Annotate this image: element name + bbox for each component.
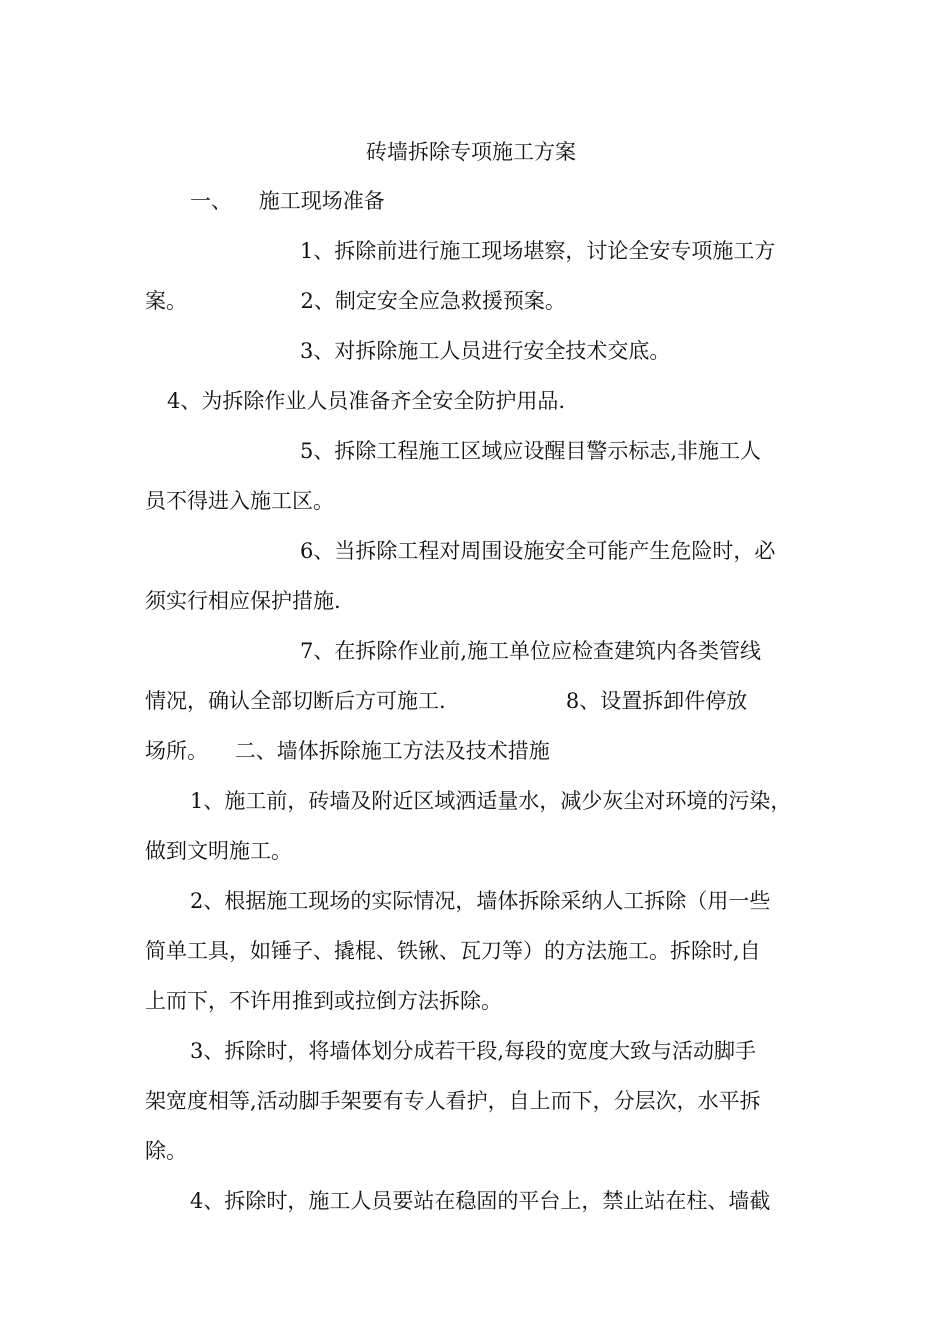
text-line: 上而下，不许用推到或拉倒方法拆除。: [145, 989, 502, 1013]
text-line: 5、拆除工程施工区域应设醒目警示标志,非施工人: [300, 439, 762, 463]
text-line: 简单工具，如锤子、撬棍、铁锹、瓦刀等）的方法施工。拆除时,自: [145, 939, 761, 963]
text-line: 3、对拆除施工人员进行安全技术交底。: [300, 339, 671, 363]
text-line: 4、为拆除作业人员准备齐全安全防护用品.: [167, 389, 566, 413]
section-heading: 场所。 二、墙体拆除施工方法及技术措施: [145, 739, 550, 763]
text-line: 7、在拆除作业前,施工单位应检查建筑内各类管线: [300, 639, 762, 663]
text-line: 须实行相应保护措施.: [145, 589, 341, 613]
text-line: 2、根据施工现场的实际情况，墙体拆除采纳人工拆除（用一些: [190, 889, 771, 913]
text-line: 案。 2、制定安全应急救援预案。: [145, 289, 566, 313]
text-line: 除。: [145, 1139, 187, 1163]
text-line: 6、当拆除工程对周围设施安全可能产生危险时，必: [300, 539, 776, 563]
section-heading: 一、 施工现场准备: [190, 189, 385, 213]
text-line: 员不得进入施工区。: [145, 489, 334, 513]
text-line: 1、施工前，砖墙及附近区域洒适量水，减少灰尘对环境的污染，: [190, 789, 792, 813]
text-line: 情况，确认全部切断后方可施工. 8、设置拆卸件停放: [145, 689, 748, 713]
text-line: 1、拆除前进行施工现场堪察，讨论全安专项施工方: [300, 239, 776, 263]
text-line: 4、拆除时，施工人员要站在稳固的平台上，禁止站在柱、墙截: [190, 1189, 771, 1213]
text-line: 架宽度相等,活动脚手架要有专人看护，自上而下，分层次，水平拆: [145, 1089, 761, 1113]
text-line: 3、拆除时，将墙体划分成若干段,每段的宽度大致与活动脚手: [190, 1039, 757, 1063]
text-line: 做到文明施工。: [145, 839, 292, 863]
document-title: 砖墙拆除专项施工方案: [366, 140, 576, 164]
